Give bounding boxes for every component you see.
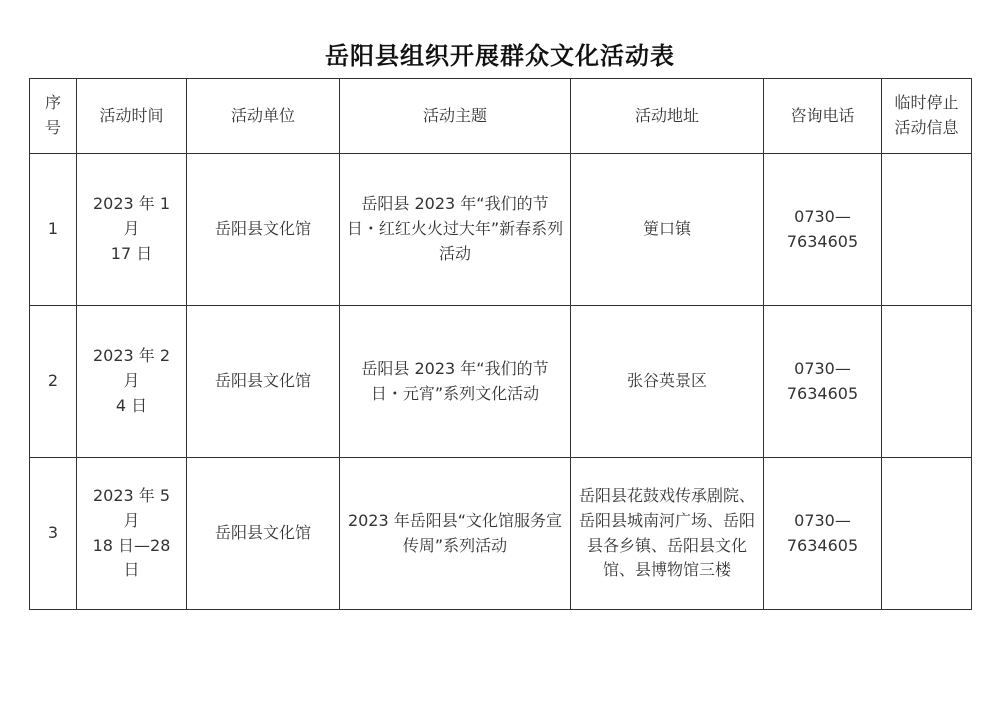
- cell-time-line1: 2023 年 2 月: [92, 346, 171, 391]
- cell-theme: 2023 年岳阳县“文化馆服务宣传周”系列活动: [340, 458, 571, 610]
- header-stop: [882, 79, 972, 154]
- cell-address: 张谷英景区: [571, 306, 764, 458]
- activities-table: [29, 78, 972, 610]
- cell-seq: 2: [30, 306, 77, 458]
- table-row: [30, 154, 972, 306]
- table-header-row: [30, 79, 972, 154]
- cell-address: 筻口镇: [571, 154, 764, 306]
- cell-time-line2: 4 日: [115, 395, 148, 415]
- cell-phone-line1: 0730—: [794, 358, 851, 378]
- cell-time-line3: 日: [123, 560, 140, 580]
- cell-unit: 岳阳县文化馆: [187, 458, 340, 610]
- cell-time: [77, 306, 187, 458]
- cell-phone: [764, 154, 882, 306]
- table-row: [30, 306, 972, 458]
- cell-time: [77, 458, 187, 610]
- header-time: 活动时间: [77, 79, 187, 154]
- header-unit: 活动单位: [187, 79, 340, 154]
- cell-unit: 岳阳县文化馆: [187, 306, 340, 458]
- document-title: 岳阳县组织开展群众文化活动表: [325, 42, 675, 70]
- header-seq-line2: 号: [44, 118, 61, 137]
- cell-phone-line2: 7634605: [786, 231, 859, 251]
- cell-time-line1: 2023 年 5 月: [92, 485, 171, 530]
- header-stop-line1: 临时停止: [894, 93, 959, 113]
- header-stop-line2: 活动信息: [894, 118, 959, 137]
- cell-phone-line2: 7634605: [786, 383, 859, 403]
- cell-seq: 3: [30, 458, 77, 610]
- cell-theme: 岳阳县 2023 年“我们的节日・元宵”系列文化活动: [340, 306, 571, 458]
- cell-time-line2: 18 日—28: [92, 535, 171, 555]
- header-phone: 咨询电话: [764, 79, 882, 154]
- cell-seq: 1: [30, 154, 77, 306]
- cell-stop: [882, 154, 972, 306]
- cell-phone-line1: 0730—: [794, 206, 851, 226]
- cell-time: [77, 154, 187, 306]
- header-seq: [30, 79, 77, 154]
- cell-time-line2: 17 日: [110, 243, 153, 263]
- header-seq-line1: 序: [44, 93, 61, 113]
- cell-stop: [882, 306, 972, 458]
- cell-phone-line2: 7634605: [786, 535, 859, 555]
- cell-phone-line1: 0730—: [794, 510, 851, 530]
- cell-time-line1: 2023 年 1 月: [92, 194, 171, 239]
- header-theme: 活动主题: [340, 79, 571, 154]
- cell-unit: 岳阳县文化馆: [187, 154, 340, 306]
- cell-theme: 岳阳县 2023 年“我们的节日・红红火火过大年”新春系列活动: [340, 154, 571, 306]
- cell-stop: [882, 458, 972, 610]
- cell-phone: [764, 306, 882, 458]
- cell-address: 岳阳县花鼓戏传承剧院、岳阳县城南河广场、岳阳县各乡镇、岳阳县文化馆、县博物馆三楼: [571, 458, 764, 610]
- header-address: 活动地址: [571, 79, 764, 154]
- cell-phone: [764, 458, 882, 610]
- table-row: [30, 458, 972, 610]
